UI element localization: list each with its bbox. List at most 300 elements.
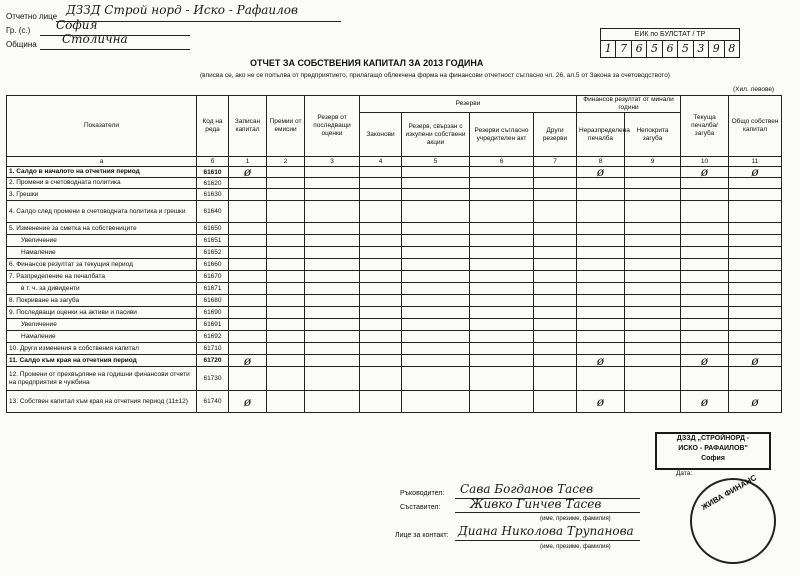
report-subtitle: (вписва се, ако не се попълва от предприятието, прилагащо облекчена форма на финансови отчетност съгласно чл. 26, ал.5 от Закона за счетоводството) xyxy=(200,72,670,79)
value-cell xyxy=(402,307,470,319)
table-row xyxy=(7,271,782,283)
header-indicators: Показатели xyxy=(7,96,197,157)
value-cell xyxy=(577,259,625,271)
row-label: Намаление xyxy=(7,247,197,259)
row-label: 5. Изменение за сметка на собствениците xyxy=(7,223,197,235)
value-cell xyxy=(360,201,402,223)
municipality-label: Община xyxy=(6,40,37,49)
column-number: 9 xyxy=(625,157,681,167)
value-cell xyxy=(402,201,470,223)
column-number: 8 xyxy=(577,157,625,167)
stamp-line-1: ДЗЗД „СТРОЙНОРД - xyxy=(676,435,750,442)
value-cell xyxy=(267,283,305,295)
value-cell xyxy=(267,307,305,319)
value-cell xyxy=(577,319,625,331)
value-cell xyxy=(267,178,305,189)
value-cell: ø xyxy=(229,167,267,178)
value-cell xyxy=(360,295,402,307)
header-other-reserves: Други резерви xyxy=(534,113,577,157)
row-label: 9. Последващи оценки на активи и пасиви xyxy=(7,307,197,319)
value-cell xyxy=(305,331,360,343)
value-cell xyxy=(729,271,782,283)
value-cell xyxy=(729,259,782,271)
row-label: в т. ч. за дивиденти xyxy=(7,283,197,295)
header-reserves: Резерви xyxy=(360,96,577,113)
value-cell xyxy=(577,201,625,223)
row-code: 61652 xyxy=(197,247,229,259)
row-label: Увеличение xyxy=(7,235,197,247)
value-cell xyxy=(681,189,729,201)
value-cell: ø xyxy=(577,355,625,367)
table-row xyxy=(7,319,782,331)
column-number: 6 xyxy=(470,157,534,167)
value-cell xyxy=(360,247,402,259)
header-share-premium: Премии от емисии xyxy=(267,96,305,157)
table-row xyxy=(7,178,782,189)
value-cell xyxy=(729,331,782,343)
column-number: б xyxy=(197,157,229,167)
value-cell xyxy=(577,223,625,235)
value-cell xyxy=(681,307,729,319)
contact-line xyxy=(455,540,640,541)
value-cell xyxy=(305,319,360,331)
table-row xyxy=(7,283,782,295)
row-code: 61630 xyxy=(197,189,229,201)
value-cell: ø xyxy=(577,167,625,178)
value-cell xyxy=(577,367,625,391)
value-cell: ø xyxy=(681,167,729,178)
value-cell: ø xyxy=(681,391,729,413)
value-cell xyxy=(360,167,402,178)
value-cell xyxy=(402,343,470,355)
header-subscribed-capital: Записан капитал xyxy=(229,96,267,157)
value-cell xyxy=(470,271,534,283)
value-cell xyxy=(229,259,267,271)
compiler-label: Съставител: xyxy=(400,504,441,511)
municipality-line xyxy=(40,49,190,50)
value-cell: ø xyxy=(729,167,782,178)
header-undistributed-profit: Неразпределена печалба xyxy=(577,113,625,157)
value-cell xyxy=(625,247,681,259)
value-cell xyxy=(625,391,681,413)
manager-label: Ръководител: xyxy=(400,490,445,497)
reporting-entity-line xyxy=(56,21,341,22)
eik-digit: 5 xyxy=(647,41,662,57)
value-cell xyxy=(625,367,681,391)
value-cell xyxy=(470,167,534,178)
table-row xyxy=(7,343,782,355)
value-cell xyxy=(305,343,360,355)
value-cell xyxy=(681,331,729,343)
value-cell xyxy=(534,201,577,223)
value-cell xyxy=(681,178,729,189)
value-cell xyxy=(534,367,577,391)
eik-digit: 7 xyxy=(616,41,631,57)
value-cell xyxy=(360,307,402,319)
value-cell xyxy=(360,319,402,331)
name-note-2: (име, презиме, фамилия) xyxy=(540,544,611,550)
compiler-line xyxy=(455,512,640,513)
value-cell xyxy=(229,189,267,201)
value-cell xyxy=(577,295,625,307)
value-cell xyxy=(305,178,360,189)
value-cell xyxy=(681,271,729,283)
reporting-entity-label: Отчетно лице xyxy=(6,12,58,21)
header-row-code: Код на реда xyxy=(197,96,229,157)
value-cell xyxy=(625,201,681,223)
value-cell xyxy=(360,178,402,189)
value-cell xyxy=(305,391,360,413)
value-cell xyxy=(681,247,729,259)
value-cell xyxy=(625,235,681,247)
row-code: 61740 xyxy=(197,391,229,413)
row-label: Увеличение xyxy=(7,319,197,331)
row-label: 8. Покриване на загуба xyxy=(7,295,197,307)
value-cell xyxy=(577,283,625,295)
company-stamp xyxy=(655,432,771,470)
column-number: 2 xyxy=(267,157,305,167)
value-cell xyxy=(625,331,681,343)
value-cell xyxy=(360,223,402,235)
value-cell xyxy=(729,235,782,247)
row-code: 61680 xyxy=(197,295,229,307)
value-cell xyxy=(402,391,470,413)
row-label: Намаление xyxy=(7,331,197,343)
table-row xyxy=(7,367,782,391)
value-cell xyxy=(534,319,577,331)
value-cell xyxy=(267,391,305,413)
value-cell xyxy=(534,331,577,343)
eik-digit: 6 xyxy=(663,41,678,57)
value-cell xyxy=(229,201,267,223)
column-number: 3 xyxy=(305,157,360,167)
value-cell xyxy=(402,235,470,247)
eik-digit: 6 xyxy=(632,41,647,57)
table-row xyxy=(7,247,782,259)
value-cell xyxy=(402,355,470,367)
value-cell xyxy=(625,343,681,355)
value-cell xyxy=(470,223,534,235)
value-cell xyxy=(681,283,729,295)
value-cell xyxy=(625,189,681,201)
value-cell xyxy=(360,259,402,271)
value-cell xyxy=(305,201,360,223)
value-cell xyxy=(470,319,534,331)
row-code: 61720 xyxy=(197,355,229,367)
row-label: 13. Собствен капитал към края на отчетния период (11±12) xyxy=(7,391,197,413)
value-cell xyxy=(577,235,625,247)
value-cell xyxy=(360,331,402,343)
value-cell xyxy=(534,295,577,307)
table-row xyxy=(7,235,782,247)
value-cell xyxy=(681,223,729,235)
value-cell xyxy=(305,283,360,295)
column-number: 4 xyxy=(360,157,402,167)
value-cell xyxy=(402,178,470,189)
row-code: 61610 xyxy=(197,167,229,178)
value-cell xyxy=(729,283,782,295)
header-uncovered-loss: Непокрита загуба xyxy=(625,113,681,157)
value-cell xyxy=(305,247,360,259)
row-label: 11. Салдо към края на отчетния период xyxy=(7,355,197,367)
city-value: София xyxy=(56,18,98,32)
eik-digit: 8 xyxy=(728,42,736,55)
value-cell xyxy=(577,307,625,319)
row-code: 61692 xyxy=(197,331,229,343)
table-row xyxy=(7,331,782,343)
row-code: 61650 xyxy=(197,223,229,235)
value-cell xyxy=(729,201,782,223)
row-label: 1. Салдо в началото на отчетния период xyxy=(7,167,197,178)
value-cell xyxy=(305,223,360,235)
value-cell xyxy=(625,319,681,331)
value-cell xyxy=(625,271,681,283)
value-cell xyxy=(470,283,534,295)
value-cell xyxy=(305,271,360,283)
header-current-result: Текуща печалба/ загуба xyxy=(681,96,729,157)
value-cell xyxy=(577,178,625,189)
round-stamp-text: ЖИВА ФИНАНС xyxy=(699,473,759,512)
value-cell xyxy=(229,319,267,331)
value-cell xyxy=(470,307,534,319)
column-number-row xyxy=(7,157,782,167)
value-cell xyxy=(577,271,625,283)
value-cell xyxy=(305,189,360,201)
value-cell xyxy=(729,319,782,331)
value-cell xyxy=(360,283,402,295)
value-cell xyxy=(534,307,577,319)
table-row xyxy=(7,295,782,307)
value-cell xyxy=(681,319,729,331)
value-cell xyxy=(534,355,577,367)
row-label: 7. Разпределение на печалбата xyxy=(7,271,197,283)
row-code: 61640 xyxy=(197,201,229,223)
value-cell xyxy=(534,189,577,201)
value-cell xyxy=(402,223,470,235)
value-cell: ø xyxy=(681,355,729,367)
header-statutory-reserves: Резерви съгласно учредителен акт xyxy=(470,113,534,157)
value-cell xyxy=(470,189,534,201)
value-cell xyxy=(360,355,402,367)
value-cell xyxy=(470,391,534,413)
date-label: Дата: xyxy=(676,470,693,477)
header-financial-result: Финансов резултат от минали години xyxy=(577,96,681,113)
units-label: (Хил. левове) xyxy=(733,86,775,93)
value-cell xyxy=(305,355,360,367)
row-code: 61691 xyxy=(197,319,229,331)
value-cell xyxy=(305,367,360,391)
row-code: 61660 xyxy=(197,259,229,271)
value-cell xyxy=(577,247,625,259)
value-cell xyxy=(681,259,729,271)
value-cell xyxy=(360,235,402,247)
value-cell xyxy=(729,223,782,235)
value-cell xyxy=(402,283,470,295)
value-cell xyxy=(470,201,534,223)
value-cell xyxy=(681,343,729,355)
value-cell xyxy=(470,331,534,343)
value-cell xyxy=(729,307,782,319)
eik-box xyxy=(600,28,740,58)
header-revaluation-reserve: Резерв от последващи оценки xyxy=(305,96,360,157)
value-cell xyxy=(229,343,267,355)
value-cell xyxy=(267,295,305,307)
eik-digit: 3 xyxy=(694,41,709,57)
value-cell: ø xyxy=(229,391,267,413)
value-cell xyxy=(625,283,681,295)
value-cell xyxy=(402,259,470,271)
row-code: 61690 xyxy=(197,307,229,319)
round-stamp xyxy=(690,473,776,564)
municipality-value: Столична xyxy=(62,32,128,46)
row-code: 61710 xyxy=(197,343,229,355)
value-cell xyxy=(402,247,470,259)
value-cell xyxy=(681,295,729,307)
value-cell xyxy=(267,355,305,367)
value-cell xyxy=(360,367,402,391)
value-cell xyxy=(729,189,782,201)
compiler-signature: Живко Гинчев Тасев xyxy=(470,497,602,511)
value-cell xyxy=(267,167,305,178)
value-cell xyxy=(360,271,402,283)
table-row xyxy=(7,391,782,413)
value-cell xyxy=(534,167,577,178)
value-cell xyxy=(229,283,267,295)
header-total-equity: Общо собствен капитал xyxy=(729,96,782,157)
value-cell: ø xyxy=(729,391,782,413)
header-own-shares-reserve: Резерв, свързан с изкупени собствени акции xyxy=(402,113,470,157)
value-cell: ø xyxy=(577,391,625,413)
column-number: 11 xyxy=(729,157,782,167)
value-cell xyxy=(625,178,681,189)
value-cell xyxy=(729,178,782,189)
value-cell xyxy=(625,259,681,271)
value-cell xyxy=(305,235,360,247)
value-cell xyxy=(534,223,577,235)
value-cell xyxy=(729,295,782,307)
stamp-line-3: София xyxy=(701,455,725,462)
value-cell xyxy=(625,295,681,307)
row-code: 61671 xyxy=(197,283,229,295)
value-cell xyxy=(229,235,267,247)
value-cell xyxy=(534,178,577,189)
row-label: 2. Промени в счетоводната политика xyxy=(7,178,197,189)
value-cell xyxy=(470,178,534,189)
value-cell: ø xyxy=(229,355,267,367)
contact-label: Лице за контакт: xyxy=(395,532,449,539)
value-cell xyxy=(625,307,681,319)
report-title: ОТЧЕТ ЗА СОБСТВЕНИЯ КАПИТАЛ ЗА 2013 ГОДИНА xyxy=(250,58,484,68)
value-cell xyxy=(577,189,625,201)
value-cell xyxy=(577,331,625,343)
value-cell xyxy=(402,271,470,283)
value-cell xyxy=(625,223,681,235)
row-label: 12. Промени от прехвърляне на годишни финансови отчети на предприятия в чужбина xyxy=(7,367,197,391)
value-cell xyxy=(470,367,534,391)
value-cell xyxy=(534,247,577,259)
value-cell xyxy=(305,295,360,307)
value-cell xyxy=(267,331,305,343)
table-body xyxy=(7,167,782,413)
value-cell xyxy=(681,201,729,223)
value-cell xyxy=(470,343,534,355)
value-cell xyxy=(360,343,402,355)
value-cell xyxy=(625,167,681,178)
table-row xyxy=(7,355,782,367)
value-cell xyxy=(729,343,782,355)
eik-digit: 5 xyxy=(678,41,693,57)
value-cell xyxy=(267,259,305,271)
row-label: 3. Грешки xyxy=(7,189,197,201)
value-cell xyxy=(402,295,470,307)
value-cell xyxy=(360,391,402,413)
table-row xyxy=(7,259,782,271)
value-cell xyxy=(402,331,470,343)
value-cell xyxy=(229,331,267,343)
contact-signature: Диана Николова Трупанова xyxy=(458,524,634,538)
table-row xyxy=(7,201,782,223)
column-number: 5 xyxy=(402,157,470,167)
value-cell xyxy=(305,167,360,178)
eik-title: ЕИК по БУЛСТАТ / ТР xyxy=(601,29,739,41)
header-legal-reserves: Законови xyxy=(360,113,402,157)
value-cell xyxy=(402,167,470,178)
column-number: 10 xyxy=(681,157,729,167)
value-cell xyxy=(470,235,534,247)
value-cell xyxy=(229,178,267,189)
row-code: 61670 xyxy=(197,271,229,283)
value-cell xyxy=(534,283,577,295)
value-cell xyxy=(267,235,305,247)
value-cell xyxy=(267,367,305,391)
row-label: 10. Други изменения в собствения капитал xyxy=(7,343,197,355)
value-cell xyxy=(625,355,681,367)
value-cell xyxy=(470,355,534,367)
table-row xyxy=(7,189,782,201)
value-cell xyxy=(534,259,577,271)
value-cell xyxy=(534,271,577,283)
name-note-1: (име, презиме, фамилия) xyxy=(540,516,611,522)
value-cell xyxy=(229,295,267,307)
value-cell xyxy=(267,223,305,235)
value-cell xyxy=(267,319,305,331)
value-cell xyxy=(229,307,267,319)
value-cell xyxy=(267,189,305,201)
value-cell xyxy=(534,235,577,247)
value-cell xyxy=(470,295,534,307)
value-cell xyxy=(534,391,577,413)
reporting-entity-value: ДЗЗД Строй норд - Иско - Рафаилов xyxy=(66,3,299,17)
eik-digit: 9 xyxy=(709,41,724,57)
table-row xyxy=(7,167,782,178)
row-code: 61730 xyxy=(197,367,229,391)
eik-digit: 1 xyxy=(601,41,616,57)
value-cell xyxy=(229,271,267,283)
row-code: 61620 xyxy=(197,178,229,189)
row-code: 61651 xyxy=(197,235,229,247)
table-row xyxy=(7,223,782,235)
column-number: 7 xyxy=(534,157,577,167)
value-cell xyxy=(681,235,729,247)
value-cell xyxy=(267,343,305,355)
value-cell xyxy=(402,367,470,391)
value-cell xyxy=(729,367,782,391)
value-cell xyxy=(360,189,402,201)
city-label: Гр. (с.) xyxy=(6,26,31,35)
row-label: 4. Салдо след промени в счетоводната политика и грешки xyxy=(7,201,197,223)
value-cell xyxy=(470,259,534,271)
eik-digits xyxy=(601,41,739,57)
